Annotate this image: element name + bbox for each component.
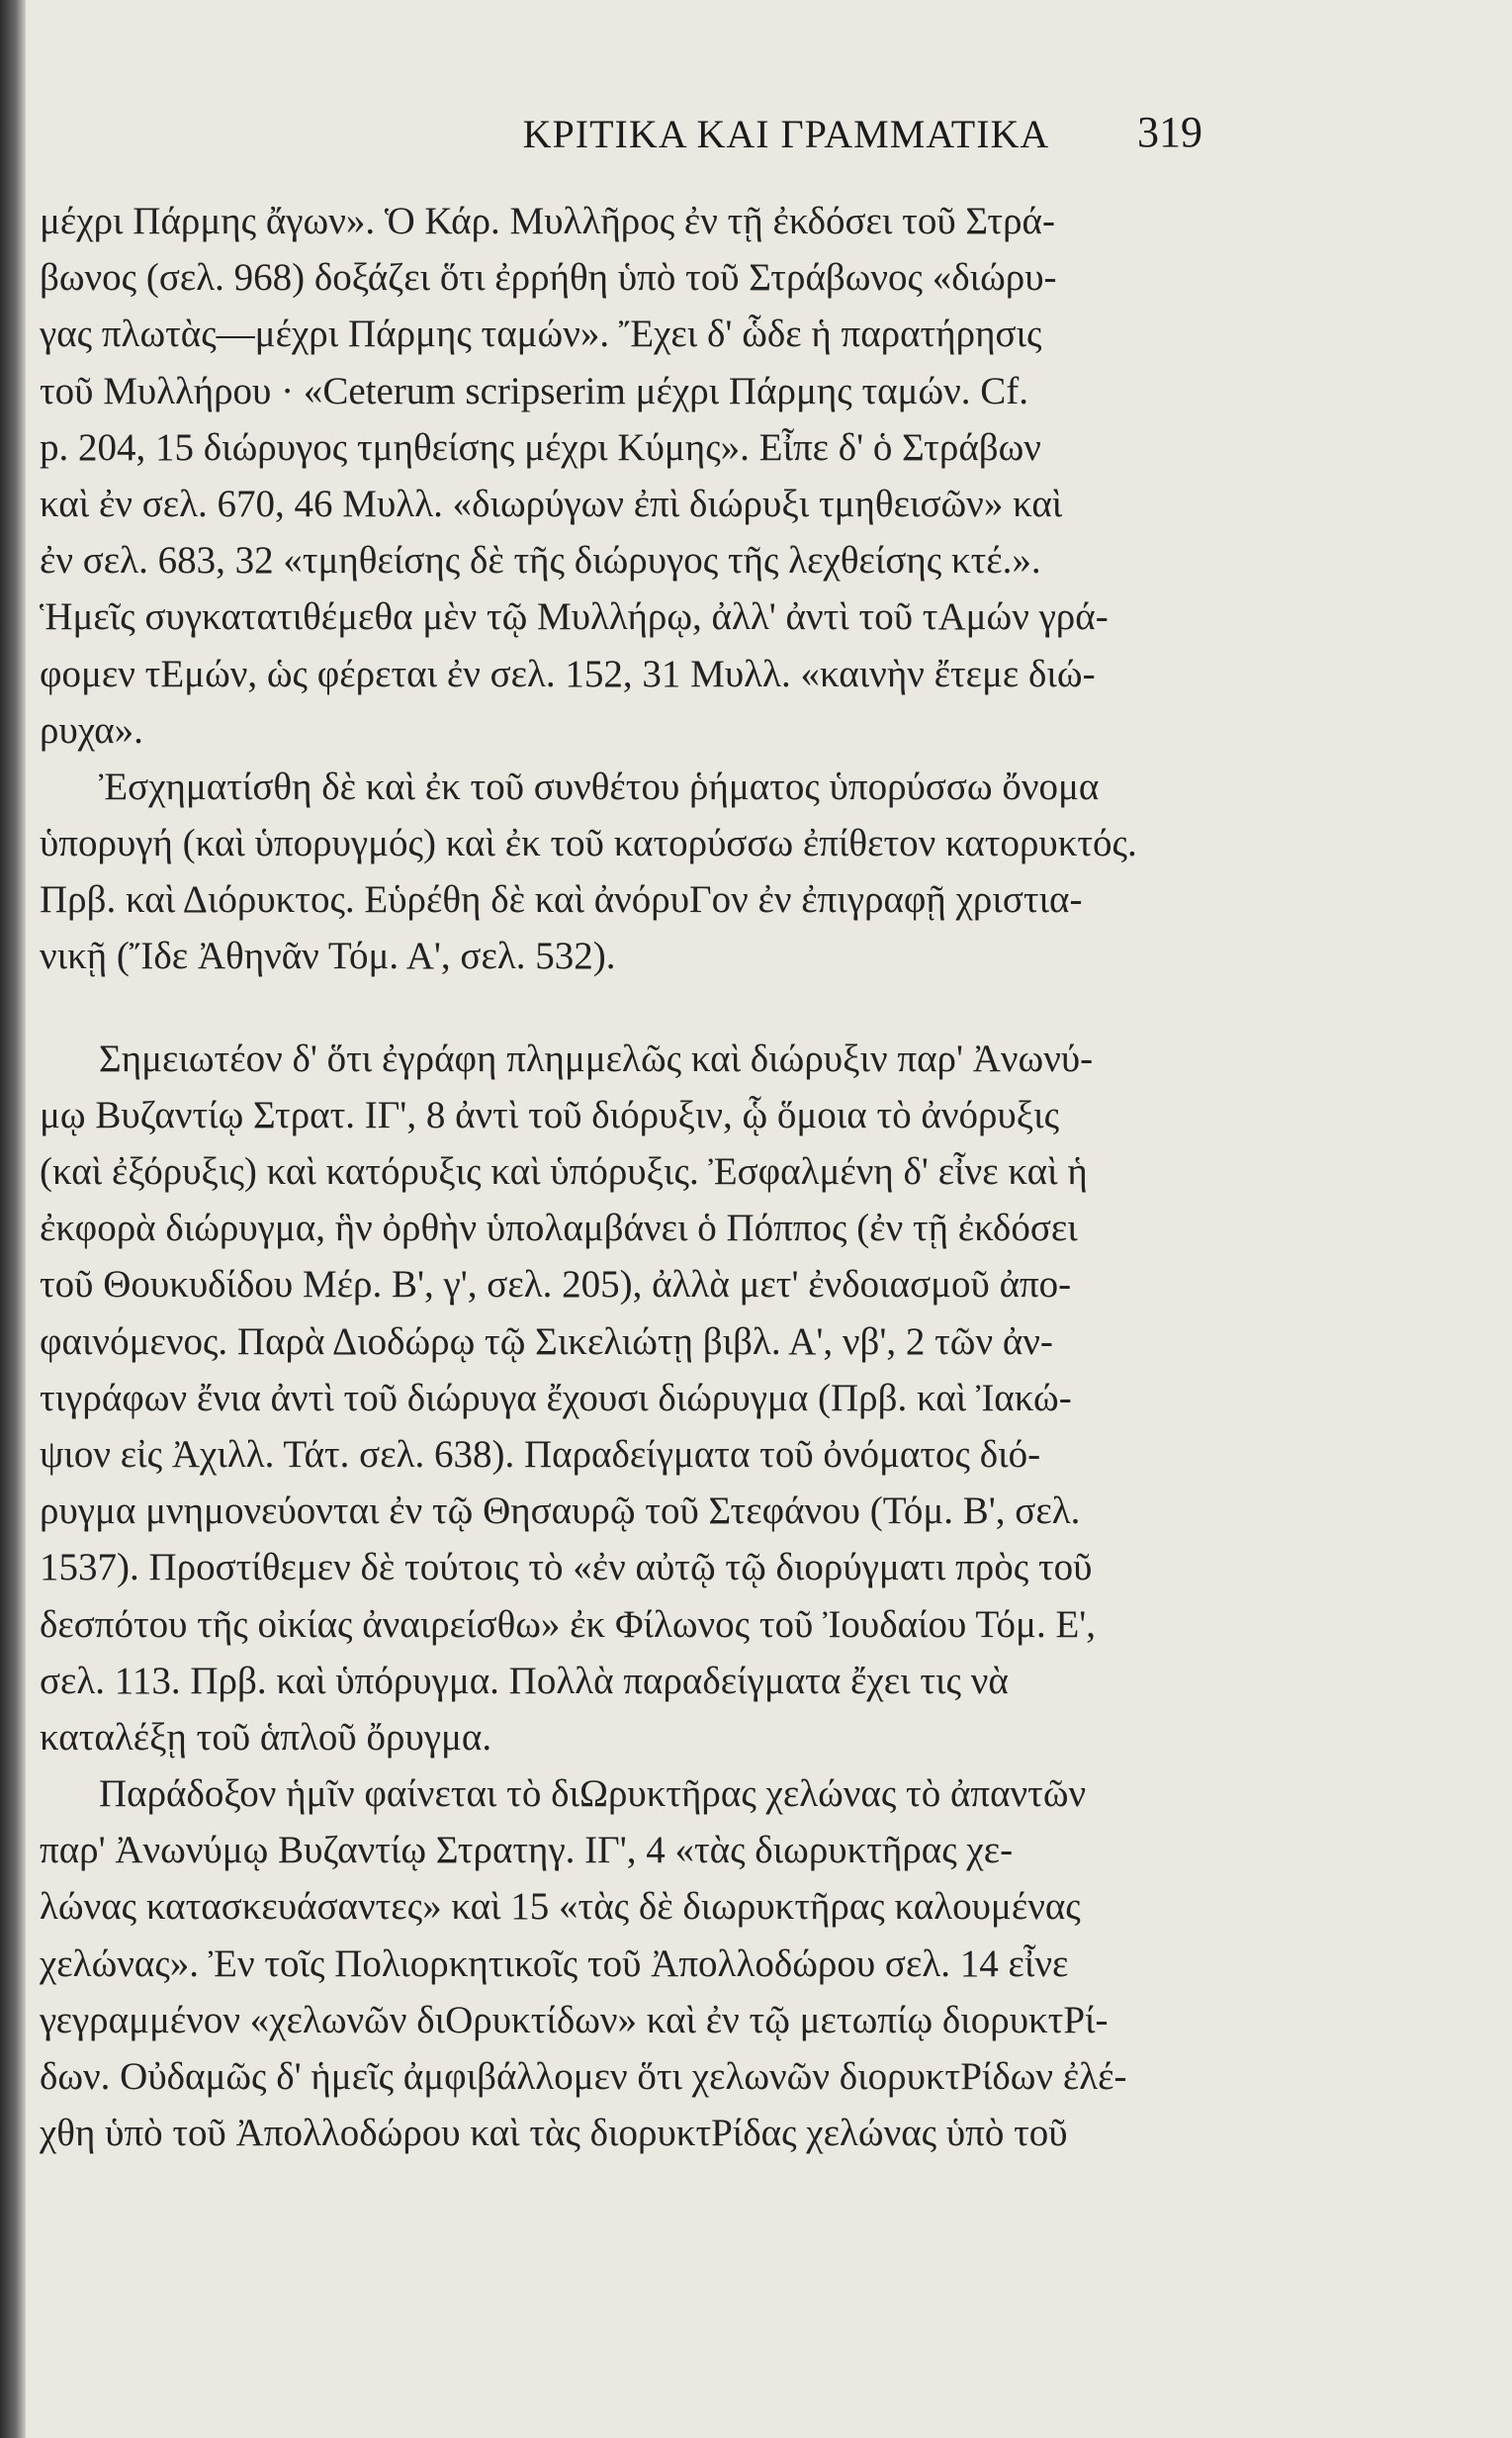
text-line: καταλέξῃ τοῦ ἁπλοῦ ὄρυγμα. <box>40 1715 492 1759</box>
text-line: ψιον εἰς Ἀχιλλ. Τάτ. σελ. 638). Παραδείγματα τοῦ ὀνόματος διό- <box>40 1432 1041 1476</box>
text-line: Ἐσχηματίσθη δὲ καὶ ἐκ τοῦ συνθέτου ῥήματος ὑπορύσσω ὄνομα <box>99 765 1100 808</box>
text-line: γεγραμμένον «χελωνῶν διΟρυκτίδων» καὶ ἐν τῷ μετωπίῳ διορυκτΡί- <box>40 1998 1109 2041</box>
text-line: ἐν σελ. 683, 32 «τμηθείσης δὲ τῆς διώρυγος τῆς λεχθείσης κτέ.». <box>40 539 1041 583</box>
paragraph <box>40 1765 1241 2161</box>
text-line: ὑπορυγή (καὶ ὑπορυγμός) καὶ ἐκ τοῦ κατορύσσω ἐπίθετον κατορυκτός. <box>40 822 1137 865</box>
text-line: δεσπότου τῆς οἰκίας ἀναιρείσθω» ἐκ Φίλωνος τοῦ Ἰουδαίου Τόμ. Ε', <box>40 1602 1097 1646</box>
text-line: ἐκφορὰ διώρυγμα, ἣν ὀρθὴν ὑπολαμβάνει ὁ Πόππος (ἐν τῇ ἐκδόσει <box>40 1207 1078 1250</box>
text-line: Ἡμεῖς συγκατατιθέμεθα μὲν τῷ Μυλλήρῳ, ἀλλ' ἀντὶ τοῦ τΑμών γρά- <box>40 595 1109 639</box>
text-line: p. 204, 15 διώρυγος τμηθείσης μέχρι Κύμης». Εἶπε δ' ὁ Στράβων <box>40 425 1041 469</box>
book-spine-shadow <box>0 0 26 2438</box>
body-text <box>40 193 1241 2161</box>
text-line: ρυχα». <box>40 708 143 752</box>
paragraph <box>40 193 1241 759</box>
text-line: δων. Οὐδαμῶς δ' ἡμεῖς ἀμφιβάλλομεν ὅτι χελωνῶν διορυκτΡίδων ἐλέ- <box>40 2055 1127 2098</box>
text-line: νικῇ (Ἴδε Ἀθηνᾶν Τόμ. Α', σελ. 532). <box>40 935 616 978</box>
text-line: βωνος (σελ. 968) δοξάζει ὅτι ἐρρήθη ὑπὸ τοῦ Στράβωνος «διώρυ- <box>40 256 1057 300</box>
text-line: τοῦ Μυλλήρου · «Ceterum scripserim μέχρι Πάρμης ταμών. Cf. <box>40 369 1029 412</box>
paragraph <box>40 1031 1241 1765</box>
text-line: μέχρι Πάρμης ἄγων». Ὁ Κάρ. Μυλλῆρος ἐν τῇ ἐκδόσει τοῦ Στρά- <box>40 200 1055 242</box>
text-line: σελ. 113. Πρβ. καὶ ὑπόρυγμα. Πολλὰ παραδείγματα ἔχει τις νὰ <box>40 1659 1009 1702</box>
text-line: ρυγμα μνημονεύονται ἐν τῷ Θησαυρῷ τοῦ Στεφάνου (Τόμ. Β', σελ. <box>40 1490 1081 1533</box>
text-line: χθη ὑπὸ τοῦ Ἀπολλοδώρου καὶ τὰς διορυκτΡίδας χελώνας ὑπὸ τοῦ <box>40 2112 1068 2155</box>
paragraph <box>40 759 1241 985</box>
text-line: (καὶ ἐξόρυξις) καὶ κατόρυξις καὶ ὑπόρυξις. Ἐσφαλμένη δ' εἶνε καὶ ἡ <box>40 1150 1088 1193</box>
running-header: ΚΡΙΤΙΚΑ ΚΑΙ ΓΡΑΜΜΑΤΙΚΑ <box>522 112 1050 156</box>
text-line: 1537). Προστίθεμεν δὲ τούτοις τὸ «ἐν αὐτῷ τῷ διορύγματι πρὸς τοῦ <box>40 1546 1093 1589</box>
text-line: Παράδοξον ἡμῖν φαίνεται τὸ διΩρυκτῆρας χελώνας τὸ ἀπαντῶν <box>99 1772 1087 1816</box>
paragraph-gap <box>40 985 1241 1031</box>
text-line: χελώνας». Ἐν τοῖς Πολιορκητικοῖς τοῦ Ἀπολλοδώρου σελ. 14 εἶνε <box>40 1941 1069 1985</box>
page-number: 319 <box>1137 108 1202 156</box>
text-line: καὶ ἐν σελ. 670, 46 Μυλλ. «διωρύγων ἐπὶ διώρυξι τμηθεισῶν» καὶ <box>40 482 1063 525</box>
text-line: παρ' Ἀνωνύμῳ Βυζαντίῳ Στρατηγ. ΙΓ', 4 «τὰς διωρυκτῆρας χε- <box>40 1829 1014 1872</box>
text-line: μῳ Βυζαντίῳ Στρατ. ΙΓ', 8 ἀντὶ τοῦ διόρυξιν, ᾧ ὅμοια τὸ ἀνόρυξις <box>40 1093 1060 1136</box>
text-line: τιγράφων ἔνια ἀντὶ τοῦ διώρυγα ἔχουσι διώρυγμα (Πρβ. καὶ Ἰακώ- <box>40 1376 1072 1419</box>
text-line: τοῦ Θουκυδίδου Μέρ. Β', γ', σελ. 205), ἀλλὰ μετ' ἐνδοιασμοῦ ἀπο- <box>40 1263 1072 1307</box>
text-line: γας πλωτὰς—μέχρι Πάρμης ταμών». Ἔχει δ' ὧδε ἡ παρατήρησις <box>40 313 1042 356</box>
text-line: Σημειωτέον δ' ὅτι ἐγράφη πλημμελῶς καὶ διώρυξιν παρ' Ἀνωνύ- <box>99 1037 1094 1080</box>
text-line: φαινόμενος. Παρὰ Διοδώρῳ τῷ Σικελιώτῃ βιβλ. Α', νβ', 2 τῶν ἀν- <box>40 1319 1053 1363</box>
text-line: φομεν τΕμών, ὡς φέρεται ἐν σελ. 152, 31 Μυλλ. «καινὴν ἔτεμε διώ- <box>40 652 1096 695</box>
text-line: λώνας κατασκευάσαντες» καὶ 15 «τὰς δὲ διωρυκτῆρας καλουμένας <box>40 1885 1081 1929</box>
text-line: Πρβ. καὶ Διόρυκτος. Εὑρέθη δὲ καὶ ἀνόρυΓον ἐν ἐπιγραφῇ χριστια- <box>40 878 1083 922</box>
